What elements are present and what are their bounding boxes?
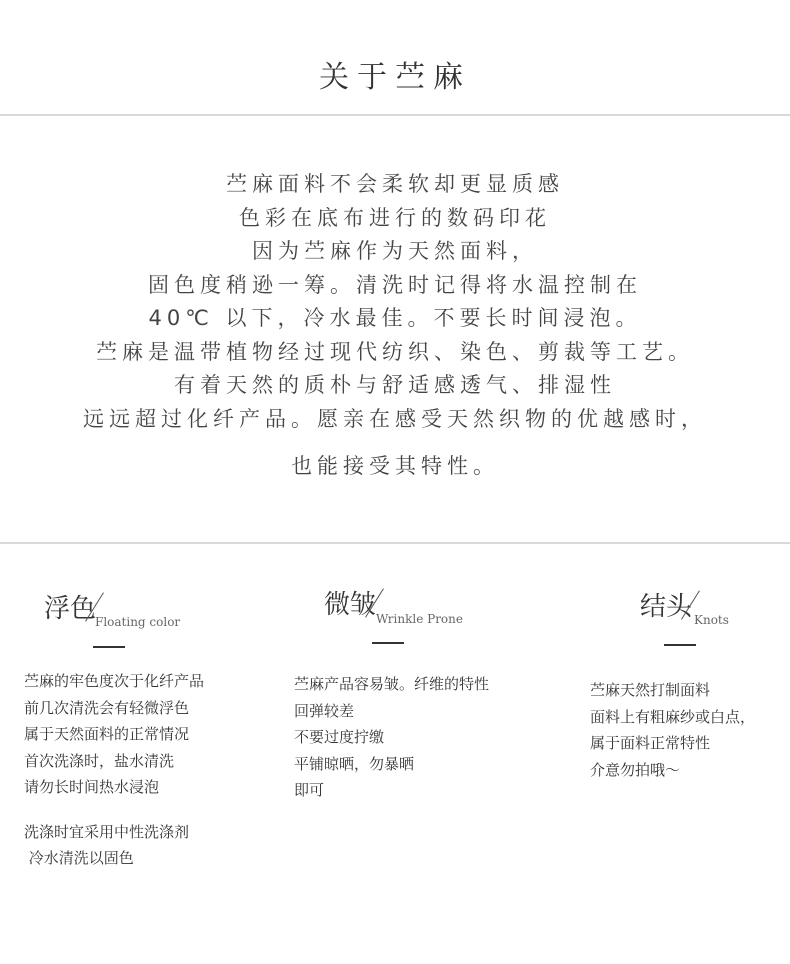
feature-line: 介意勿拍哦～	[590, 760, 681, 779]
feature-line: 平铺晾晒，勿暴晒	[294, 754, 415, 773]
feature-line: 即可	[294, 781, 325, 799]
feature-line: 苎麻天然打制面料	[590, 681, 711, 699]
intro-line: 有着天然的质朴与舒适感透气、排湿性	[174, 373, 616, 397]
feature-line: 首次洗涤时，盐水清洗	[24, 751, 175, 770]
feature-line: 请勿长时间热水浸泡	[24, 778, 160, 796]
intro-last-line: 也能接受其特性。	[291, 454, 499, 478]
intro-line: 色彩在底布进行的数码印花	[239, 205, 551, 230]
feature-underline	[372, 642, 404, 644]
intro-line: 固色度稍逊一筹。清洗时记得将水温控制在	[148, 272, 642, 297]
feature-line: 苎麻的牢色度次于化纤产品	[24, 672, 205, 690]
feature-title: 结头	[640, 592, 693, 622]
feature-underline	[93, 646, 125, 648]
feature-subtitle: Wrinkle Prone	[376, 612, 463, 626]
feature-line: 回弹较差	[294, 701, 355, 720]
intro-line: 苎麻面料不会柔软却更显质感	[226, 172, 564, 196]
feature-line: 属于天然面料的正常情况	[24, 725, 190, 743]
feature-title: 浮色	[44, 594, 97, 624]
feature-subtitle: Knots	[694, 613, 729, 627]
intro-line: 40℃ 以下，冷水最佳。不要长时间浸泡。	[148, 306, 642, 330]
feature-title: 微皱	[324, 590, 377, 620]
feature-line: 面料上有粗麻纱或白点，	[590, 707, 756, 726]
intro-line: 苎麻是温带植物经过现代纺织、染色、剪裁等工艺。	[96, 339, 694, 364]
intro-line: 远远超过化纤产品。愿亲在感受天然织物的优越感时，	[83, 406, 707, 431]
feature-text	[294, 671, 489, 804]
middle-divider	[0, 542, 790, 544]
feature-text	[590, 677, 755, 783]
spacer	[24, 801, 204, 819]
intro-line: 因为苎麻作为天然面料，	[252, 239, 538, 263]
feature-subtitle: Floating color	[95, 615, 181, 629]
top-divider	[0, 114, 790, 116]
page-title: 关于苎麻	[319, 60, 471, 95]
feature-line: 前几次清洗会有轻微浮色	[24, 698, 190, 717]
feature-underline	[664, 644, 696, 646]
feature-line: 洗涤时宜采用中性洗涤剂	[24, 822, 190, 841]
intro-paragraph	[0, 168, 790, 484]
feature-line: 苎麻产品容易皱。纤维的特性	[294, 675, 490, 693]
feature-line: 属于面料正常特性	[590, 734, 711, 752]
feature-text	[24, 668, 204, 872]
feature-line: 不要过度拧缴	[294, 728, 385, 746]
feature-line: 冷水清洗以固色	[24, 849, 134, 867]
